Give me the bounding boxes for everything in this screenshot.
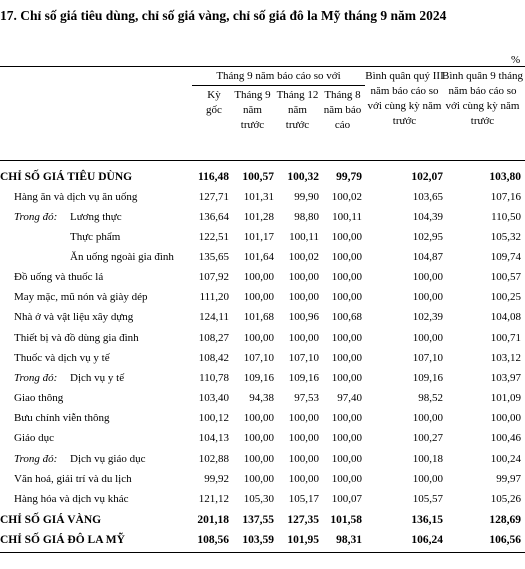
row-value: 100,32 bbox=[287, 171, 319, 183]
row-value: 100,00 bbox=[331, 352, 362, 364]
table-row bbox=[0, 428, 525, 448]
row-value: 99,79 bbox=[336, 171, 362, 183]
row-value: 109,74 bbox=[490, 251, 521, 263]
row-value: 100,18 bbox=[412, 453, 443, 465]
row-value: 104,08 bbox=[490, 311, 521, 323]
unit-label: % bbox=[511, 54, 521, 66]
row-value: 109,16 bbox=[243, 372, 274, 384]
row-value: 201,18 bbox=[197, 514, 229, 526]
row-prefix: Trong đó: bbox=[14, 211, 58, 223]
row-value: 100,02 bbox=[288, 251, 319, 263]
table-row bbox=[0, 247, 525, 267]
row-value: 100,25 bbox=[490, 291, 521, 303]
row-value: 100,68 bbox=[331, 311, 362, 323]
row-label: Nhà ở và vật liệu xây dựng bbox=[14, 311, 134, 323]
row-label: Dịch vụ giáo dục bbox=[70, 453, 146, 465]
table-title: 17. Chỉ số giá tiêu dùng, chỉ số giá vàng, chỉ số giá đô la Mỹ tháng 9 năm 2024 bbox=[0, 8, 447, 23]
row-value: 100,00 bbox=[331, 372, 362, 384]
row-value: 108,42 bbox=[198, 352, 229, 364]
row-value: 128,69 bbox=[489, 514, 521, 526]
column-header-aug-this-year: Tháng 8 năm báo cáo bbox=[323, 89, 362, 131]
row-value: 100,57 bbox=[242, 171, 274, 183]
row-value: 103,65 bbox=[412, 191, 443, 203]
table-row bbox=[0, 307, 525, 327]
row-label: Giao thông bbox=[14, 392, 64, 404]
row-value: 105,57 bbox=[412, 493, 443, 505]
row-value: 102,95 bbox=[412, 231, 443, 243]
row-label: Hàng hóa và dịch vụ khác bbox=[14, 493, 129, 505]
row-value: 100,00 bbox=[243, 291, 274, 303]
row-value: 102,07 bbox=[411, 171, 443, 183]
table-row bbox=[0, 469, 525, 489]
table-row bbox=[0, 287, 525, 307]
column-group-header: Tháng 9 năm báo cáo so với bbox=[216, 70, 341, 82]
row-value: 107,92 bbox=[198, 271, 229, 283]
row-value: 100,00 bbox=[331, 251, 362, 263]
row-value: 100,46 bbox=[490, 432, 521, 444]
row-value: 110,78 bbox=[199, 372, 229, 384]
header-top-rule bbox=[0, 66, 525, 67]
row-value: 101,28 bbox=[243, 211, 274, 223]
row-value: 94,38 bbox=[249, 392, 274, 404]
table-row bbox=[0, 449, 525, 469]
row-value: 110,50 bbox=[491, 211, 521, 223]
table-row bbox=[0, 267, 525, 287]
row-label: Văn hoá, giải trí và du lịch bbox=[14, 473, 132, 485]
row-value: 100,00 bbox=[331, 332, 362, 344]
row-value: 103,40 bbox=[198, 392, 229, 404]
row-value: 106,24 bbox=[411, 534, 443, 546]
row-value: 100,00 bbox=[331, 432, 362, 444]
row-value: 100,57 bbox=[490, 271, 521, 283]
row-value: 100,00 bbox=[288, 453, 319, 465]
row-value: 104,87 bbox=[412, 251, 443, 263]
row-label: Lương thực bbox=[70, 211, 122, 223]
table-row bbox=[0, 227, 525, 247]
row-label: Đồ uống và thuốc lá bbox=[14, 271, 104, 283]
row-value: 100,00 bbox=[243, 432, 274, 444]
row-value: 97,40 bbox=[337, 392, 362, 404]
row-value: 103,12 bbox=[490, 352, 521, 364]
row-value: 99,92 bbox=[204, 473, 229, 485]
row-value: 107,10 bbox=[288, 352, 319, 364]
row-value: 101,95 bbox=[287, 534, 319, 546]
row-value: 105,26 bbox=[490, 493, 521, 505]
row-value: 100,02 bbox=[331, 191, 362, 203]
table-row bbox=[0, 167, 525, 187]
row-label: CHỈ SỐ GIÁ ĐÔ LA MỸ bbox=[0, 534, 125, 546]
row-value: 108,27 bbox=[198, 332, 229, 344]
row-value: 107,16 bbox=[490, 191, 521, 203]
row-value: 135,65 bbox=[198, 251, 229, 263]
row-value: 116,48 bbox=[198, 171, 229, 183]
row-value: 100,00 bbox=[331, 412, 362, 424]
row-label: Hàng ăn và dịch vụ ăn uống bbox=[14, 191, 138, 203]
row-value: 100,00 bbox=[331, 473, 362, 485]
row-value: 100,00 bbox=[412, 473, 443, 485]
row-value: 100,00 bbox=[288, 473, 319, 485]
row-value: 100,27 bbox=[412, 432, 443, 444]
row-value: 99,97 bbox=[496, 473, 521, 485]
row-value: 100,00 bbox=[331, 231, 362, 243]
row-value: 101,68 bbox=[243, 311, 274, 323]
table-row bbox=[0, 489, 525, 509]
row-label: Bưu chính viễn thông bbox=[14, 412, 110, 424]
row-value: 97,53 bbox=[294, 392, 319, 404]
row-label: Thực phẩm bbox=[70, 231, 121, 243]
row-value: 100,00 bbox=[243, 271, 274, 283]
row-prefix: Trong đó: bbox=[14, 453, 58, 465]
table-row bbox=[0, 510, 525, 530]
row-label: CHỈ SỐ GIÁ TIÊU DÙNG bbox=[0, 171, 133, 183]
row-value: 103,59 bbox=[242, 534, 274, 546]
row-value: 100,00 bbox=[490, 412, 521, 424]
row-value: 127,35 bbox=[287, 514, 319, 526]
row-label: Ăn uống ngoài gia đình bbox=[70, 251, 174, 263]
table-row bbox=[0, 207, 525, 227]
column-header-9month-average: Bình quân 9 tháng năm báo cáo so với cùng kỳ năm trước bbox=[442, 70, 523, 127]
row-value: 101,31 bbox=[243, 191, 274, 203]
row-value: 127,71 bbox=[198, 191, 229, 203]
row-value: 104,13 bbox=[198, 432, 229, 444]
row-value: 102,39 bbox=[412, 311, 443, 323]
row-value: 100,00 bbox=[288, 412, 319, 424]
row-value: 100,00 bbox=[243, 473, 274, 485]
row-value: 100,00 bbox=[288, 432, 319, 444]
row-value: 100,00 bbox=[288, 291, 319, 303]
row-value: 98,31 bbox=[336, 534, 362, 546]
row-value: 98,80 bbox=[294, 211, 319, 223]
row-value: 136,64 bbox=[198, 211, 229, 223]
row-value: 104,39 bbox=[412, 211, 443, 223]
row-value: 100,00 bbox=[288, 271, 319, 283]
row-value: 107,10 bbox=[412, 352, 443, 364]
row-value: 103,97 bbox=[490, 372, 521, 384]
row-value: 100,71 bbox=[490, 332, 521, 344]
row-value: 105,32 bbox=[490, 231, 521, 243]
table-row bbox=[0, 388, 525, 408]
column-header-sep-last-year: Tháng 9 năm trước bbox=[234, 89, 271, 131]
row-prefix: Trong đó: bbox=[14, 372, 58, 384]
row-value: 105,17 bbox=[288, 493, 319, 505]
row-value: 108,56 bbox=[197, 534, 229, 546]
row-value: 98,52 bbox=[418, 392, 443, 404]
row-value: 100,00 bbox=[243, 332, 274, 344]
row-label: Giáo dục bbox=[14, 432, 55, 444]
row-value: 100,00 bbox=[331, 271, 362, 283]
row-value: 100,00 bbox=[288, 332, 319, 344]
row-value: 122,51 bbox=[198, 231, 229, 243]
table-row bbox=[0, 408, 525, 428]
row-value: 100,11 bbox=[332, 211, 362, 223]
table-row bbox=[0, 187, 525, 207]
row-value: 105,30 bbox=[243, 493, 274, 505]
row-label: CHỈ SỐ GIÁ VÀNG bbox=[0, 514, 102, 526]
table-row bbox=[0, 328, 525, 348]
row-value: 100,12 bbox=[198, 412, 229, 424]
row-value: 100,24 bbox=[490, 453, 521, 465]
row-value: 136,15 bbox=[411, 514, 443, 526]
row-value: 101,64 bbox=[243, 251, 274, 263]
row-value: 100,00 bbox=[243, 453, 274, 465]
row-value: 100,00 bbox=[412, 332, 443, 344]
table-row bbox=[0, 348, 525, 368]
row-value: 100,00 bbox=[243, 412, 274, 424]
row-value: 100,00 bbox=[412, 291, 443, 303]
row-label: Thiết bị và đồ dùng gia đình bbox=[14, 332, 139, 344]
table-row bbox=[0, 368, 525, 388]
row-label: Thuốc và dịch vụ y tế bbox=[14, 352, 110, 364]
row-value: 107,10 bbox=[243, 352, 274, 364]
header-bottom-rule bbox=[0, 160, 525, 161]
row-value: 100,00 bbox=[412, 271, 443, 283]
column-header-q3-average: Bình quân quý III năm báo cáo so với cùng kỳ năm trước bbox=[365, 70, 444, 127]
row-value: 121,12 bbox=[198, 493, 229, 505]
row-value: 100,07 bbox=[331, 493, 362, 505]
row-value: 101,09 bbox=[490, 392, 521, 404]
row-value: 100,00 bbox=[412, 412, 443, 424]
row-value: 109,16 bbox=[412, 372, 443, 384]
row-value: 103,80 bbox=[489, 171, 521, 183]
column-header-dec-last-year: Tháng 12 năm trước bbox=[276, 89, 319, 131]
row-value: 137,55 bbox=[242, 514, 274, 526]
row-value: 102,88 bbox=[198, 453, 229, 465]
row-value: 100,00 bbox=[331, 453, 362, 465]
row-value: 100,00 bbox=[331, 291, 362, 303]
row-value: 101,58 bbox=[330, 514, 362, 526]
row-label: Dịch vụ y tế bbox=[70, 372, 125, 384]
row-value: 100,11 bbox=[289, 231, 319, 243]
table-bottom-rule bbox=[0, 552, 525, 553]
row-value: 106,56 bbox=[489, 534, 521, 546]
row-value: 124,11 bbox=[199, 311, 229, 323]
row-value: 109,16 bbox=[288, 372, 319, 384]
row-value: 100,96 bbox=[288, 311, 319, 323]
group-header-rule bbox=[192, 85, 365, 86]
row-value: 99,90 bbox=[294, 191, 319, 203]
row-value: 101,17 bbox=[243, 231, 274, 243]
row-value: 111,20 bbox=[199, 291, 229, 303]
column-header-base-period: Kỳ gốc bbox=[206, 89, 222, 116]
table-row bbox=[0, 530, 525, 550]
row-label: May mặc, mũ nón và giày dép bbox=[14, 291, 148, 303]
